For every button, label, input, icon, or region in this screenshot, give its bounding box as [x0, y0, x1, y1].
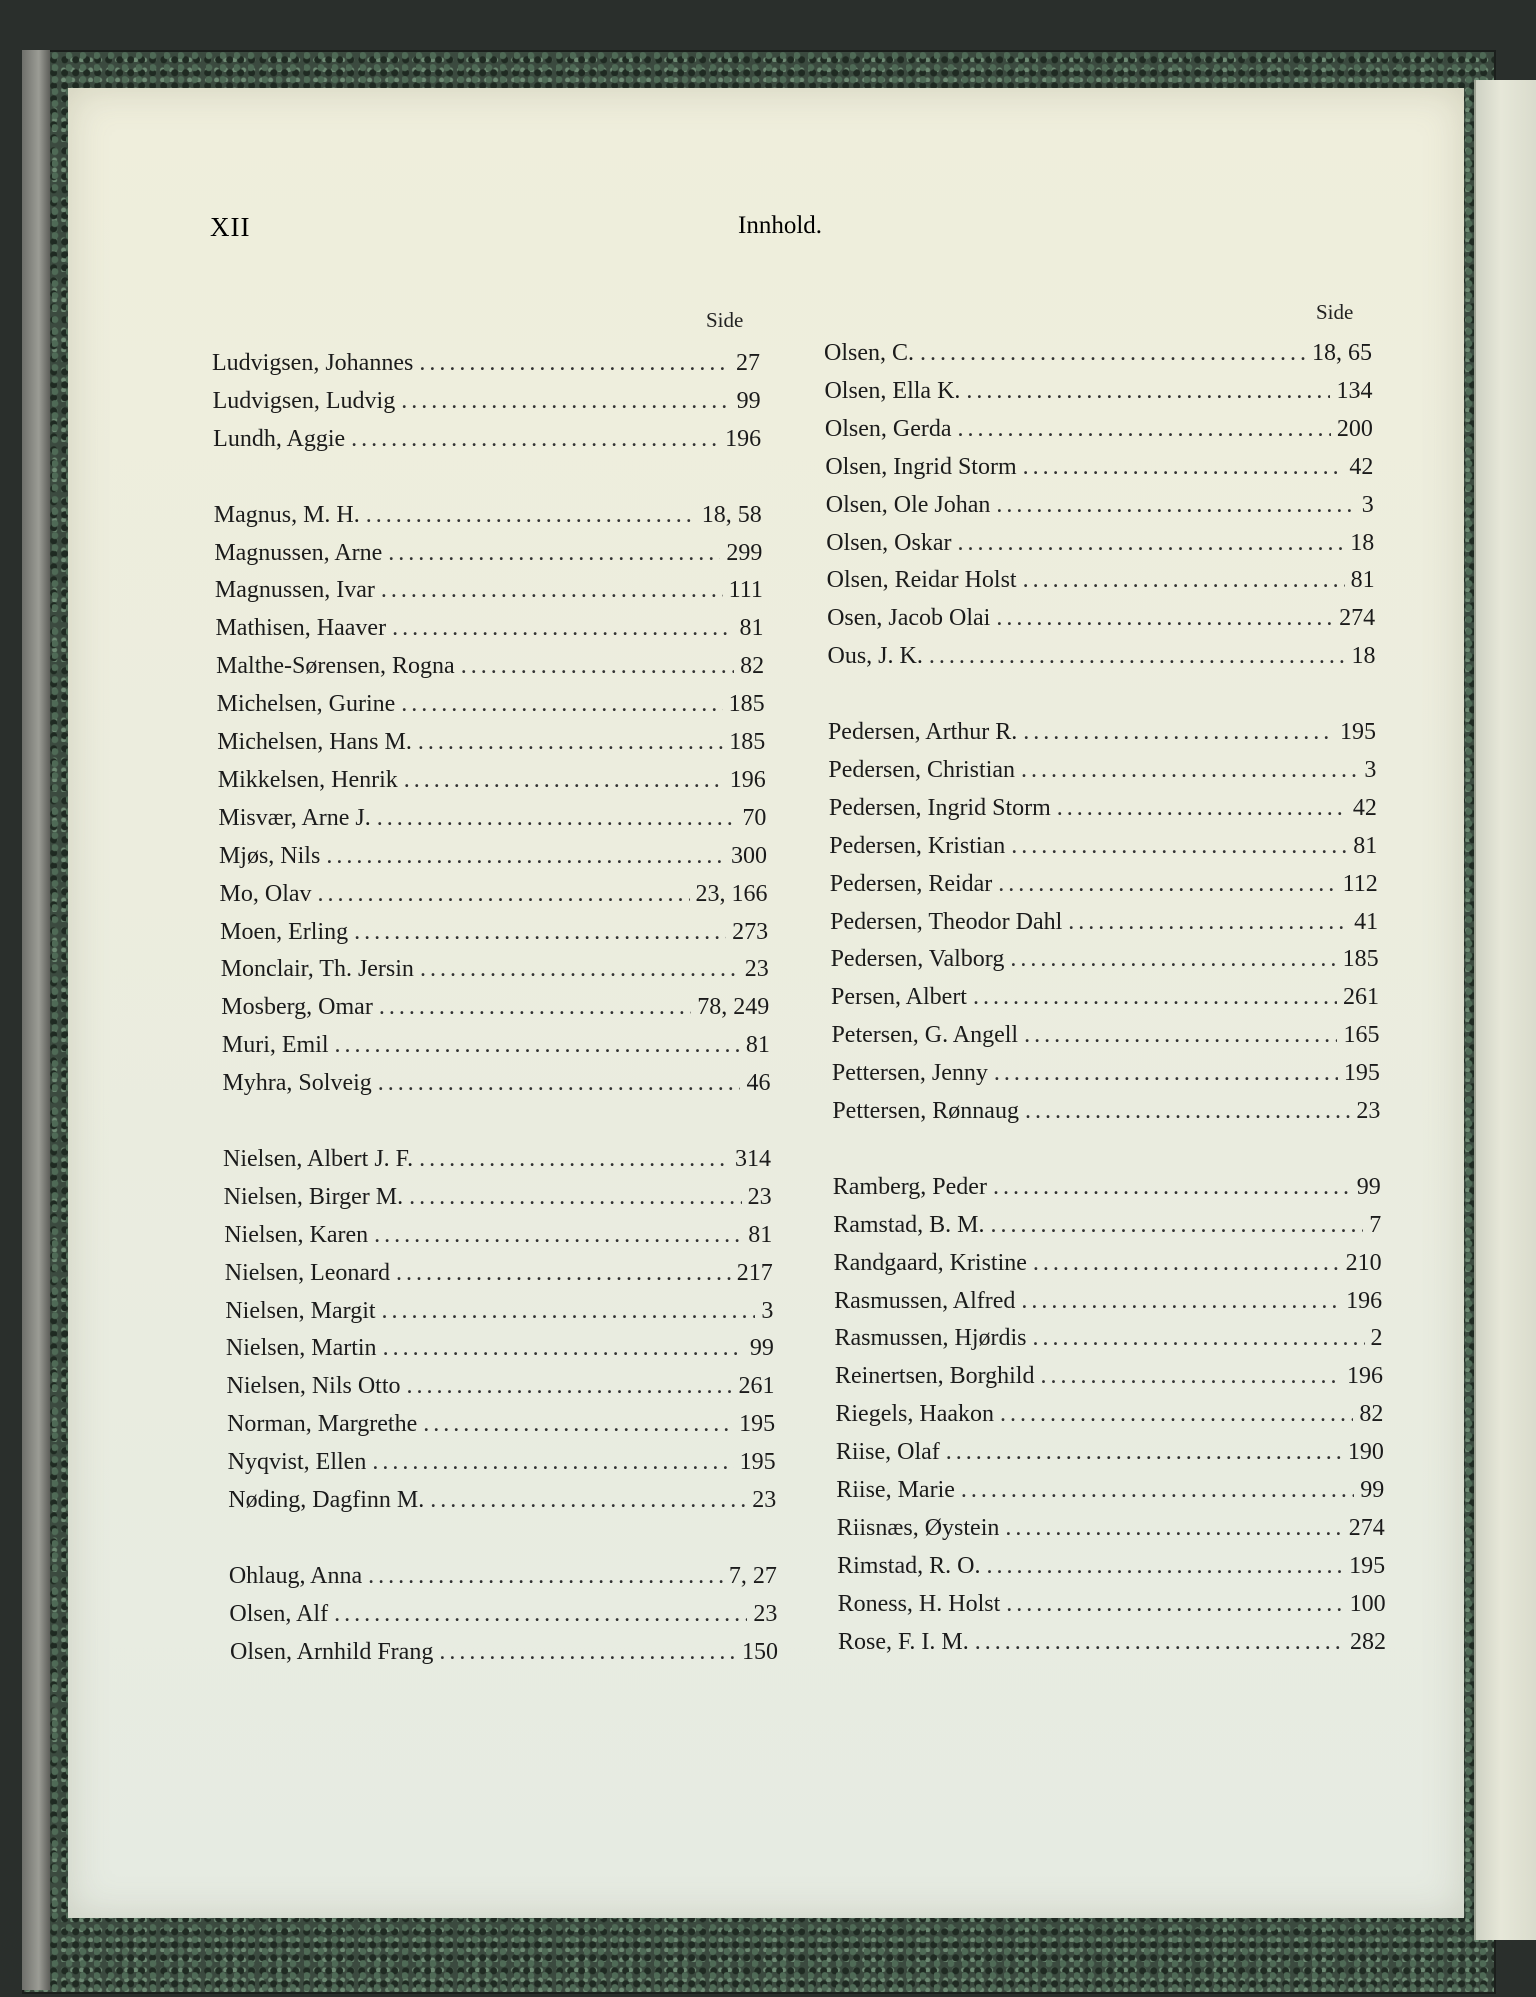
index-entry	[824, 378, 1372, 408]
entry-pages: 282	[1350, 1628, 1386, 1655]
entry-pages: 99	[1356, 1173, 1381, 1200]
entry-pages: 3	[1364, 756, 1377, 783]
entry-name: Riise, Olaf	[835, 1439, 940, 1466]
entry-name: Riise, Marie	[836, 1477, 955, 1503]
index-entry	[213, 388, 761, 418]
entry-pages: 111	[728, 577, 763, 604]
entry-name: Ous, J. K.	[827, 643, 923, 670]
index-entry	[836, 1439, 1384, 1469]
dot-leader	[396, 1260, 731, 1287]
dot-leader	[1023, 454, 1344, 481]
index-entry	[832, 1098, 1380, 1128]
index-entry	[217, 729, 765, 759]
entry-pages: 261	[738, 1373, 775, 1400]
entry-pages: 3	[761, 1297, 774, 1324]
entry-pages: 150	[742, 1638, 778, 1665]
dot-leader	[430, 1487, 746, 1514]
index-entry	[228, 1449, 776, 1479]
entry-pages: 18	[1351, 643, 1376, 670]
entry-name: Olsen, Ingrid Storm	[825, 453, 1017, 480]
entry-name: Pedersen, Arthur R.	[827, 719, 1018, 745]
book-spine	[22, 50, 50, 1990]
index-entry	[217, 691, 765, 721]
next-page-edge	[1474, 80, 1536, 1940]
dot-leader	[1021, 757, 1358, 784]
entry-name: Mjøs, Nils	[218, 842, 321, 869]
entry-name: Olsen, Ella K.	[824, 377, 961, 404]
entry-name: Magnussen, Ivar	[214, 577, 375, 604]
entry-pages: 23, 166	[695, 880, 768, 907]
index-entry	[836, 1477, 1384, 1507]
entry-name: Pedersen, Reidar	[829, 870, 993, 897]
index-entry	[222, 1070, 770, 1100]
dot-leader	[334, 1601, 747, 1628]
dot-leader	[991, 1212, 1364, 1239]
dot-leader	[958, 416, 1331, 443]
entry-pages: 42	[1352, 794, 1377, 821]
entry-pages: 23	[1356, 1098, 1381, 1124]
dot-leader	[378, 1070, 741, 1097]
entry-pages: 217	[736, 1259, 773, 1286]
entry-pages: 185	[729, 729, 766, 755]
dot-leader	[388, 540, 720, 567]
entry-pages: 195	[739, 1449, 776, 1476]
index-entry	[834, 1250, 1382, 1280]
index-entry	[215, 615, 763, 645]
dot-leader	[351, 426, 719, 453]
dot-leader	[439, 1639, 736, 1666]
dot-leader	[1024, 1022, 1337, 1049]
entry-name: Pedersen, Ingrid Storm	[828, 794, 1051, 821]
index-entry	[835, 1325, 1383, 1355]
entry-name: Muri, Emil	[221, 1032, 329, 1059]
dot-leader	[423, 1411, 733, 1438]
entry-name: Ludvigsen, Johannes	[212, 350, 414, 376]
entry-pages: 7	[1369, 1211, 1382, 1238]
entry-name: Pettersen, Rønnaug	[832, 1098, 1019, 1124]
entry-name: Magnussen, Arne	[214, 539, 383, 566]
entry-pages: 81	[745, 1032, 770, 1059]
index-entry	[827, 567, 1375, 597]
entry-pages: 196	[725, 425, 762, 452]
entry-pages: 274	[1339, 605, 1376, 632]
dot-leader	[419, 350, 730, 377]
index-entry	[834, 1288, 1382, 1318]
dot-leader	[318, 881, 690, 908]
dot-leader	[1023, 719, 1334, 746]
entry-name: Misvær, Arne J.	[218, 804, 371, 831]
entry-pages: 100	[1349, 1590, 1386, 1617]
index-entry	[830, 909, 1378, 939]
index-entry	[224, 1222, 772, 1252]
entry-name: Rimstad, R. O.	[837, 1552, 981, 1579]
dot-leader	[461, 653, 734, 680]
entry-name: Rasmussen, Hjørdis	[834, 1325, 1027, 1352]
index-entry	[830, 871, 1378, 901]
entry-name: Pedersen, Theodor Dahl	[830, 908, 1063, 935]
entry-pages: 23	[744, 956, 769, 983]
entry-name: Olsen, Reidar Holst	[826, 567, 1017, 594]
dot-leader	[1040, 1363, 1340, 1390]
entry-name: Olsen, C.	[824, 340, 914, 366]
entry-pages: 185	[1342, 946, 1379, 973]
entry-name: Nielsen, Martin	[225, 1335, 377, 1362]
entry-name: Nielsen, Nils Otto	[226, 1373, 401, 1400]
index-entry	[218, 805, 766, 835]
entry-name: Lundh, Aggie	[213, 425, 346, 452]
dot-leader	[392, 615, 733, 642]
entry-pages: 23	[753, 1600, 778, 1627]
entry-pages: 300	[730, 842, 767, 869]
entry-name: Osen, Jacob Olai	[827, 605, 991, 632]
entry-pages: 2	[1370, 1325, 1383, 1352]
entry-pages: 42	[1349, 453, 1374, 480]
index-entry	[220, 881, 768, 911]
dot-leader	[961, 1477, 1354, 1504]
entry-name: Persen, Albert	[831, 984, 967, 1011]
index-entry	[229, 1563, 777, 1593]
entry-name: Olsen, Gerda	[824, 415, 952, 442]
dot-leader	[368, 1563, 723, 1590]
entry-pages: 195	[1343, 1060, 1380, 1087]
entry-name: Roness, H. Holst	[837, 1590, 1001, 1617]
index-entry	[230, 1639, 778, 1669]
dot-leader	[929, 643, 1346, 670]
index-entry	[220, 919, 768, 949]
index-entry	[212, 350, 760, 380]
index-entry	[831, 946, 1379, 976]
index-entry	[225, 1260, 773, 1290]
index-entry	[827, 605, 1375, 635]
entry-name: Magnus, M. H.	[213, 501, 360, 528]
entry-name: Michelsen, Gurine	[216, 691, 396, 718]
entry-pages: 99	[749, 1335, 774, 1362]
entry-pages: 81	[1350, 567, 1375, 594]
entry-pages: 274	[1348, 1514, 1385, 1541]
index-entry	[829, 795, 1377, 825]
dot-leader	[1010, 946, 1336, 973]
running-title: Innhold.	[738, 212, 823, 239]
entry-name: Ohlaug, Anna	[228, 1562, 363, 1589]
index-entry	[838, 1629, 1386, 1659]
dot-leader	[996, 492, 1355, 519]
entry-pages: 210	[1345, 1249, 1382, 1276]
index-entry	[832, 1060, 1380, 1090]
entry-name: Pettersen, Jenny	[831, 1060, 988, 1087]
dot-leader	[996, 605, 1333, 632]
dot-leader	[420, 956, 739, 983]
entry-name: Michelsen, Hans M.	[217, 729, 412, 755]
entry-name: Moen, Erling	[220, 918, 349, 945]
entry-pages: 112	[1342, 870, 1378, 897]
index-entry	[225, 1298, 773, 1328]
dot-leader	[1033, 1325, 1365, 1352]
entry-pages: 3	[1361, 491, 1374, 518]
entry-pages: 78, 249	[697, 994, 770, 1021]
entry-name: Pedersen, Valborg	[830, 946, 1005, 973]
dot-leader	[1023, 567, 1345, 594]
entry-pages: 99	[1360, 1477, 1385, 1503]
index-entry	[227, 1373, 775, 1403]
side-label-left: Side	[706, 308, 744, 332]
dot-leader	[1011, 833, 1347, 860]
index-entry	[228, 1487, 776, 1517]
entry-name: Rose, F. I. M.	[838, 1628, 969, 1655]
entry-pages: 81	[1353, 832, 1378, 859]
entry-name: Ludvigsen, Ludvig	[212, 387, 396, 414]
entry-name: Malthe-Sørensen, Rogna	[216, 653, 455, 680]
entry-name: Monclair, Th. Jersin	[220, 956, 414, 983]
side-label-right: Side	[1316, 300, 1354, 324]
entry-name: Nielsen, Margit	[225, 1297, 376, 1324]
entry-pages: 18, 58	[701, 501, 762, 528]
index-entry	[229, 1601, 777, 1631]
entry-name: Pedersen, Kristian	[829, 832, 1006, 859]
entry-pages: 190	[1347, 1439, 1384, 1466]
entry-name: Pedersen, Christian	[828, 756, 1016, 783]
entry-pages: 165	[1343, 1022, 1380, 1049]
dot-leader	[383, 1335, 744, 1362]
index-entry	[216, 653, 764, 683]
entry-name: Riegels, Haakon	[835, 1401, 994, 1428]
dot-leader	[986, 1553, 1343, 1580]
dot-leader	[1006, 1591, 1343, 1618]
dot-leader	[366, 502, 696, 529]
entry-name: Ramstad, B. M.	[833, 1211, 985, 1238]
dot-leader	[920, 340, 1306, 367]
entry-name: Mo, Olav	[219, 880, 312, 907]
index-entry	[833, 1212, 1381, 1242]
dot-leader	[379, 994, 691, 1021]
index-entry	[828, 757, 1376, 787]
index-entry	[825, 416, 1373, 446]
dot-leader	[326, 843, 725, 870]
entry-name: Myhra, Solveig	[222, 1070, 372, 1097]
entry-pages: 185	[728, 691, 765, 718]
entry-name: Petersen, G. Angell	[831, 1022, 1019, 1049]
entry-name: Reinertsen, Borghild	[834, 1363, 1035, 1390]
entry-name: Ramberg, Peder	[832, 1173, 987, 1200]
index-entry	[226, 1335, 774, 1365]
entry-pages: 299	[726, 539, 763, 566]
entry-pages: 27	[736, 350, 760, 376]
dot-leader	[418, 729, 723, 756]
page-number: XII	[210, 212, 251, 242]
dot-leader	[973, 984, 1337, 1011]
index-entry	[838, 1591, 1386, 1621]
index-entry	[227, 1411, 775, 1441]
entry-pages: 314	[735, 1145, 772, 1172]
dot-leader	[404, 767, 724, 794]
entry-name: Rasmussen, Alfred	[834, 1287, 1016, 1314]
entry-pages: 196	[729, 766, 766, 793]
entry-pages: 200	[1336, 415, 1373, 442]
entry-pages: 273	[732, 918, 769, 945]
index-entry	[833, 1174, 1381, 1204]
entry-pages: 81	[739, 615, 764, 642]
entry-pages: 70	[742, 804, 767, 831]
dot-leader	[1033, 1250, 1340, 1277]
entry-name: Olsen, Arnhild Frang	[230, 1638, 434, 1665]
entry-pages: 195	[1349, 1552, 1386, 1579]
entry-pages: 82	[1359, 1401, 1384, 1428]
entry-name: Randgaard, Kristine	[833, 1249, 1027, 1276]
dot-leader	[374, 1222, 742, 1249]
dot-leader	[1000, 1401, 1353, 1428]
entry-name: Riisnæs, Øystein	[836, 1514, 1000, 1541]
index-entry	[826, 530, 1374, 560]
entry-pages: 23	[747, 1183, 772, 1210]
dot-leader	[354, 919, 726, 946]
entry-pages: 18	[1350, 529, 1375, 556]
entry-pages: 18, 65	[1312, 340, 1372, 366]
entry-name: Olsen, Oskar	[826, 529, 952, 556]
entry-name: Nøding, Dagfinn M.	[228, 1487, 425, 1513]
index-entry	[826, 492, 1374, 522]
entry-pages: 99	[736, 387, 761, 414]
dot-leader	[1005, 1515, 1342, 1542]
entry-pages: 82	[740, 653, 765, 680]
dot-leader	[377, 805, 737, 832]
dot-leader	[409, 1184, 741, 1211]
dot-leader	[372, 1449, 733, 1476]
entry-pages: 195	[1339, 719, 1376, 745]
entry-pages: 196	[1346, 1363, 1383, 1390]
index-entry	[224, 1184, 772, 1214]
dot-leader	[958, 530, 1345, 557]
dot-leader	[401, 691, 722, 718]
entry-pages: 41	[1354, 908, 1379, 935]
entry-pages: 23	[752, 1487, 777, 1513]
index-entry	[829, 833, 1377, 863]
index-entry	[218, 767, 766, 797]
index-entry	[835, 1401, 1383, 1431]
index-entry	[824, 340, 1372, 370]
dot-leader	[419, 1146, 729, 1173]
dot-leader	[993, 1174, 1351, 1201]
index-entry	[828, 643, 1376, 673]
index-entry	[828, 719, 1376, 749]
index-entry	[221, 956, 769, 986]
entry-name: Nielsen, Albert J. F.	[223, 1145, 414, 1172]
entry-name: Nielsen, Birger M.	[223, 1183, 404, 1210]
entry-name: Mathisen, Haaver	[215, 615, 387, 642]
dot-leader	[1068, 909, 1348, 936]
dot-leader	[1021, 1288, 1340, 1315]
dot-leader	[946, 1439, 1342, 1466]
entry-name: Mosberg, Omar	[221, 994, 373, 1021]
index-entry	[831, 984, 1379, 1014]
dot-leader	[998, 871, 1336, 898]
dot-leader	[1057, 795, 1347, 822]
entry-pages: 134	[1336, 377, 1373, 404]
dot-leader	[382, 1298, 756, 1325]
index-entry	[831, 1022, 1379, 1052]
entry-pages: 195	[739, 1411, 776, 1438]
entry-name: Olsen, Ole Johan	[825, 491, 991, 518]
entry-pages: 46	[746, 1070, 771, 1097]
entry-pages: 196	[1346, 1287, 1383, 1314]
entry-name: Nyqvist, Ellen	[227, 1449, 367, 1476]
entry-name: Norman, Margrethe	[227, 1411, 418, 1438]
dot-leader	[335, 1032, 740, 1059]
entry-pages: 7, 27	[728, 1562, 777, 1589]
dot-leader	[975, 1629, 1344, 1656]
index-entry	[223, 1146, 771, 1176]
dot-leader	[966, 378, 1330, 405]
entry-name: Nielsen, Leonard	[224, 1259, 391, 1286]
dot-leader	[994, 1060, 1338, 1087]
entry-name: Nielsen, Karen	[224, 1221, 369, 1248]
index-entry	[222, 1032, 770, 1062]
index-entry	[837, 1553, 1385, 1583]
dot-leader	[407, 1373, 733, 1400]
entry-pages: 261	[1343, 984, 1379, 1011]
dot-leader	[401, 388, 730, 415]
index-entry	[221, 994, 769, 1024]
index-entry	[825, 454, 1373, 484]
index-entry	[219, 843, 767, 873]
entry-name: Olsen, Alf	[229, 1600, 329, 1627]
dot-leader	[381, 577, 723, 604]
index-entry	[835, 1363, 1383, 1393]
dot-leader	[1025, 1098, 1350, 1125]
index-entry	[213, 426, 761, 456]
entry-name: Mikkelsen, Henrik	[217, 766, 398, 793]
entry-pages: 81	[748, 1221, 773, 1248]
index-entry	[837, 1515, 1385, 1545]
index-entry	[214, 540, 762, 570]
index-entry	[215, 577, 763, 607]
index-entry	[214, 502, 762, 532]
